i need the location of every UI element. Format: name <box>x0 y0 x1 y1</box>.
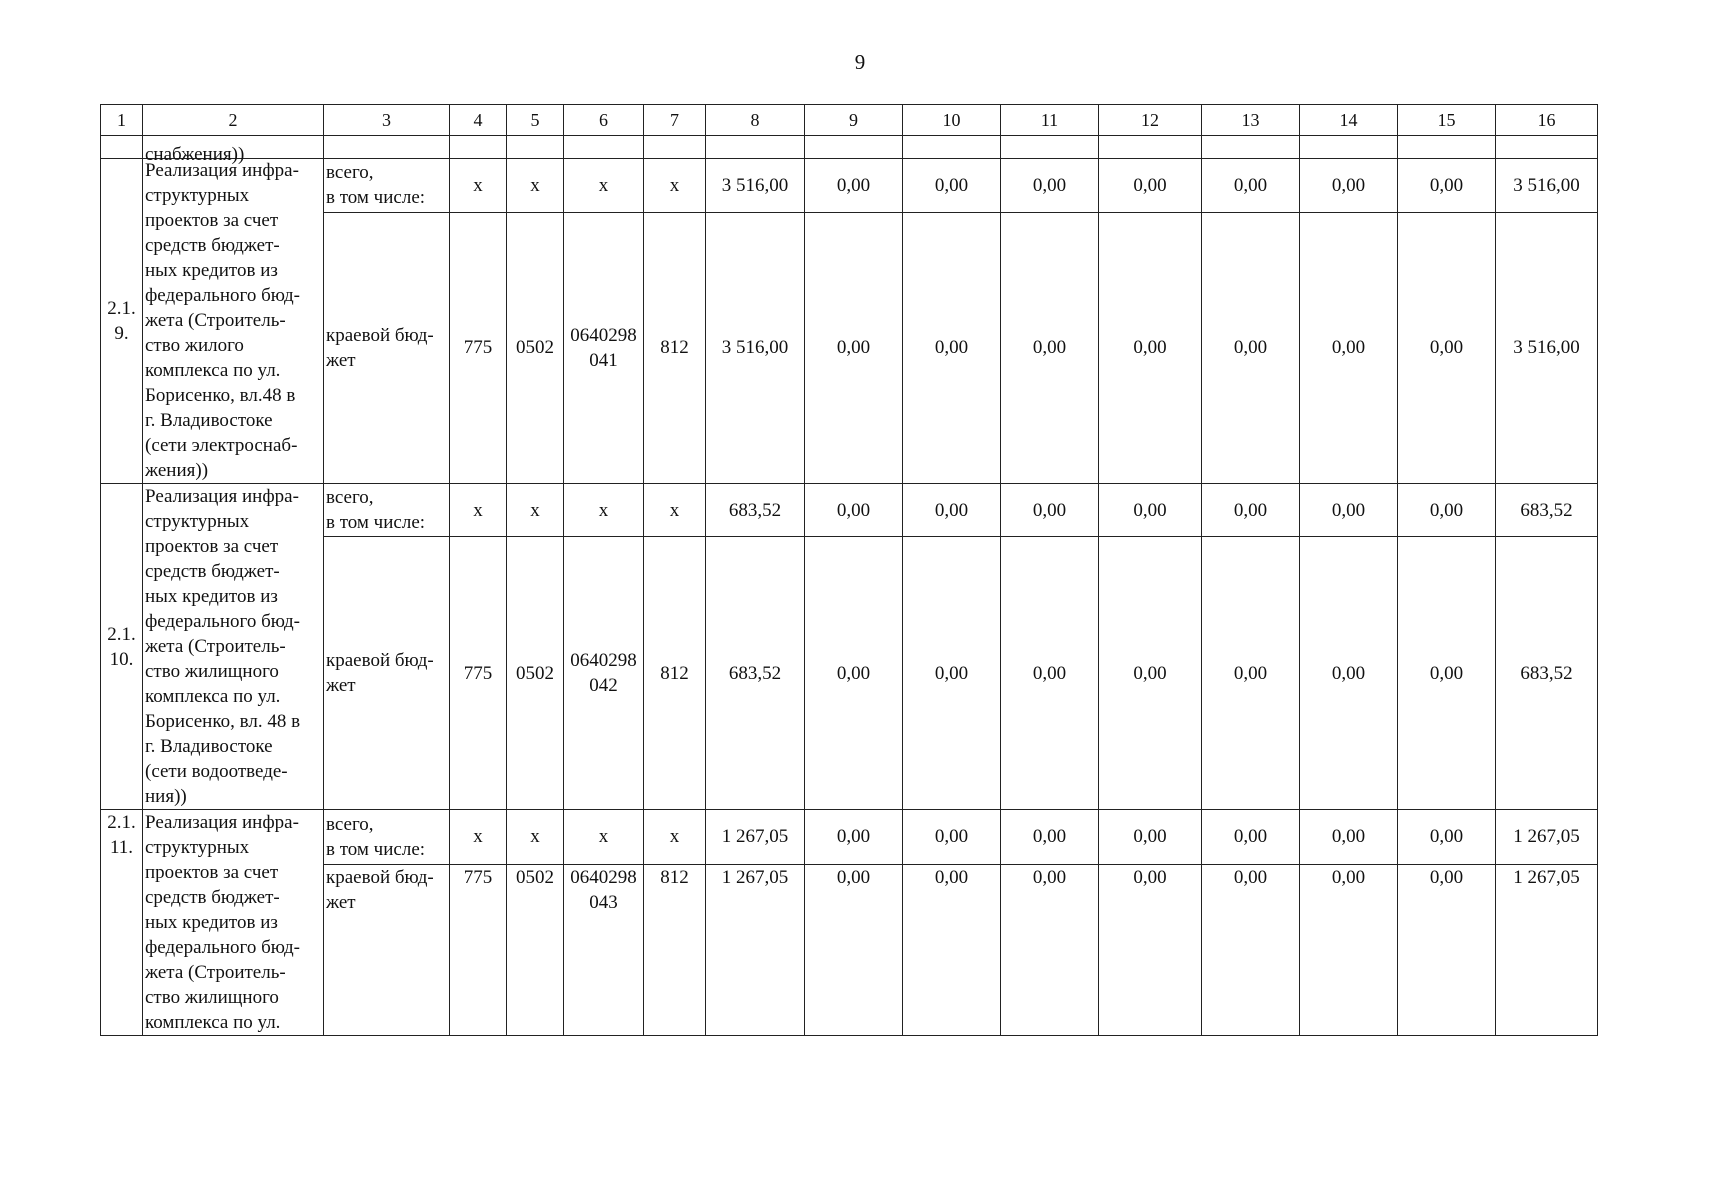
header-cell: 15 <box>1398 105 1496 136</box>
regional-c14: 0,00 <box>1300 212 1398 483</box>
header-cell: 14 <box>1300 105 1398 136</box>
total-source: всего, в том числе: <box>324 484 450 537</box>
regional-c15: 0,00 <box>1398 864 1496 1035</box>
total-c9: 0,00 <box>805 810 903 865</box>
total-c10: 0,00 <box>903 810 1001 865</box>
total-c9: 0,00 <box>805 159 903 213</box>
total-c5: х <box>507 810 564 865</box>
total-c15: 0,00 <box>1398 484 1496 537</box>
total-c13: 0,00 <box>1202 159 1300 213</box>
header-cell: 10 <box>903 105 1001 136</box>
total-c8: 1 267,05 <box>706 810 805 865</box>
regional-c7: 812 <box>644 864 706 1035</box>
header-cell: 12 <box>1099 105 1202 136</box>
total-c5: х <box>507 159 564 213</box>
total-c7: х <box>644 810 706 865</box>
regional-c12: 0,00 <box>1099 212 1202 483</box>
regional-c11: 0,00 <box>1001 212 1099 483</box>
regional-c16: 683,52 <box>1496 537 1598 810</box>
header-cell: 16 <box>1496 105 1598 136</box>
regional-c7: 812 <box>644 212 706 483</box>
regional-c16: 3 516,00 <box>1496 212 1598 483</box>
regional-c6: 0640298 041 <box>564 212 644 483</box>
header-cell: 13 <box>1202 105 1300 136</box>
regional-c4: 775 <box>450 537 507 810</box>
total-c11: 0,00 <box>1001 484 1099 537</box>
total-c14: 0,00 <box>1300 159 1398 213</box>
regional-c4: 775 <box>450 212 507 483</box>
regional-c12: 0,00 <box>1099 864 1202 1035</box>
header-cell: 6 <box>564 105 644 136</box>
page-number: 9 <box>854 50 866 74</box>
total-c7: х <box>644 484 706 537</box>
total-c14: 0,00 <box>1300 484 1398 537</box>
regional-c15: 0,00 <box>1398 537 1496 810</box>
budget-table <box>100 104 1598 1036</box>
regional-source: краевой бюд- жет <box>324 537 450 810</box>
total-c16: 1 267,05 <box>1496 810 1598 865</box>
regional-c5: 0502 <box>507 864 564 1035</box>
carryover-text: снабжения)) <box>145 144 245 165</box>
total-c14: 0,00 <box>1300 810 1398 865</box>
total-c12: 0,00 <box>1099 484 1202 537</box>
regional-c9: 0,00 <box>805 864 903 1035</box>
table-row <box>101 864 1598 1035</box>
spacer-row <box>101 136 1598 159</box>
row-description <box>143 810 324 1036</box>
total-c9: 0,00 <box>805 484 903 537</box>
total-c6: х <box>564 159 644 213</box>
header-cell: 8 <box>706 105 805 136</box>
header-cell: 3 <box>324 105 450 136</box>
header-cell: 4 <box>450 105 507 136</box>
table-row <box>101 159 1598 213</box>
regional-c13: 0,00 <box>1202 537 1300 810</box>
regional-c7: 812 <box>644 537 706 810</box>
total-c16: 683,52 <box>1496 484 1598 537</box>
total-c4: х <box>450 159 507 213</box>
header-cell: 2 <box>143 105 324 136</box>
regional-c12: 0,00 <box>1099 537 1202 810</box>
regional-c14: 0,00 <box>1300 537 1398 810</box>
description-text: Реализация инфра- структурных проектов за счет средств бюджет- ных кредитов из федерального бюд- жета (Строитель- ство жилого комплекса по ул. Борисенко, вл.48 в г. Владивостоке (сети электроснаб- жения)) <box>145 160 300 481</box>
row-description <box>143 484 324 810</box>
regional-c14: 0,00 <box>1300 864 1398 1035</box>
header-cell: 11 <box>1001 105 1099 136</box>
regional-source: краевой бюд- жет <box>324 212 450 483</box>
total-c15: 0,00 <box>1398 159 1496 213</box>
total-source: всего, в том числе: <box>324 159 450 213</box>
description-text: Реализация инфра- структурных проектов за счет средств бюджет- ных кредитов из федерального бюд- жета (Строитель- ство жилищного комплекса по ул. Борисенко, вл. 48 в г. Владивостоке (сети водоотведе- ния)) <box>145 486 301 807</box>
table-row <box>101 484 1598 537</box>
row-number: 2.1. 11. <box>101 810 143 1036</box>
regional-c8: 1 267,05 <box>706 864 805 1035</box>
description-text: Реализация инфра- структурных проектов за счет средств бюджет- ных кредитов из федерального бюд- жета (Строитель- ство жилищного комплекса по ул. <box>145 812 300 1033</box>
regional-c16: 1 267,05 <box>1496 864 1598 1035</box>
total-c5: х <box>507 484 564 537</box>
total-c13: 0,00 <box>1202 484 1300 537</box>
regional-c9: 0,00 <box>805 537 903 810</box>
row-number: 2.1. 10. <box>101 484 143 810</box>
regional-c10: 0,00 <box>903 864 1001 1035</box>
header-cell: 9 <box>805 105 903 136</box>
total-c12: 0,00 <box>1099 159 1202 213</box>
total-c7: х <box>644 159 706 213</box>
regional-c10: 0,00 <box>903 212 1001 483</box>
table-row <box>101 212 1598 483</box>
regional-c13: 0,00 <box>1202 212 1300 483</box>
total-c12: 0,00 <box>1099 810 1202 865</box>
regional-c5: 0502 <box>507 537 564 810</box>
regional-c8: 683,52 <box>706 537 805 810</box>
total-c15: 0,00 <box>1398 810 1496 865</box>
regional-c9: 0,00 <box>805 212 903 483</box>
total-c8: 3 516,00 <box>706 159 805 213</box>
header-cell: 5 <box>507 105 564 136</box>
table-row <box>101 810 1598 865</box>
total-c6: х <box>564 484 644 537</box>
total-c8: 683,52 <box>706 484 805 537</box>
header-cell: 1 <box>101 105 143 136</box>
total-c10: 0,00 <box>903 484 1001 537</box>
regional-source: краевой бюд- жет <box>324 864 450 1035</box>
column-number-header <box>101 105 1598 136</box>
header-cell: 7 <box>644 105 706 136</box>
table-row <box>101 537 1598 810</box>
total-c10: 0,00 <box>903 159 1001 213</box>
regional-c11: 0,00 <box>1001 537 1099 810</box>
row-description <box>143 144 324 484</box>
regional-c8: 3 516,00 <box>706 212 805 483</box>
regional-c13: 0,00 <box>1202 864 1300 1035</box>
regional-c11: 0,00 <box>1001 864 1099 1035</box>
regional-c10: 0,00 <box>903 537 1001 810</box>
regional-c15: 0,00 <box>1398 212 1496 483</box>
total-c4: х <box>450 484 507 537</box>
total-source: всего, в том числе: <box>324 810 450 865</box>
total-c11: 0,00 <box>1001 159 1099 213</box>
total-c4: х <box>450 810 507 865</box>
regional-c5: 0502 <box>507 212 564 483</box>
regional-c4: 775 <box>450 864 507 1035</box>
regional-c6: 0640298 043 <box>564 864 644 1035</box>
total-c16: 3 516,00 <box>1496 159 1598 213</box>
total-c13: 0,00 <box>1202 810 1300 865</box>
total-c6: х <box>564 810 644 865</box>
row-number: 2.1. 9. <box>101 159 143 484</box>
total-c11: 0,00 <box>1001 810 1099 865</box>
regional-c6: 0640298 042 <box>564 537 644 810</box>
